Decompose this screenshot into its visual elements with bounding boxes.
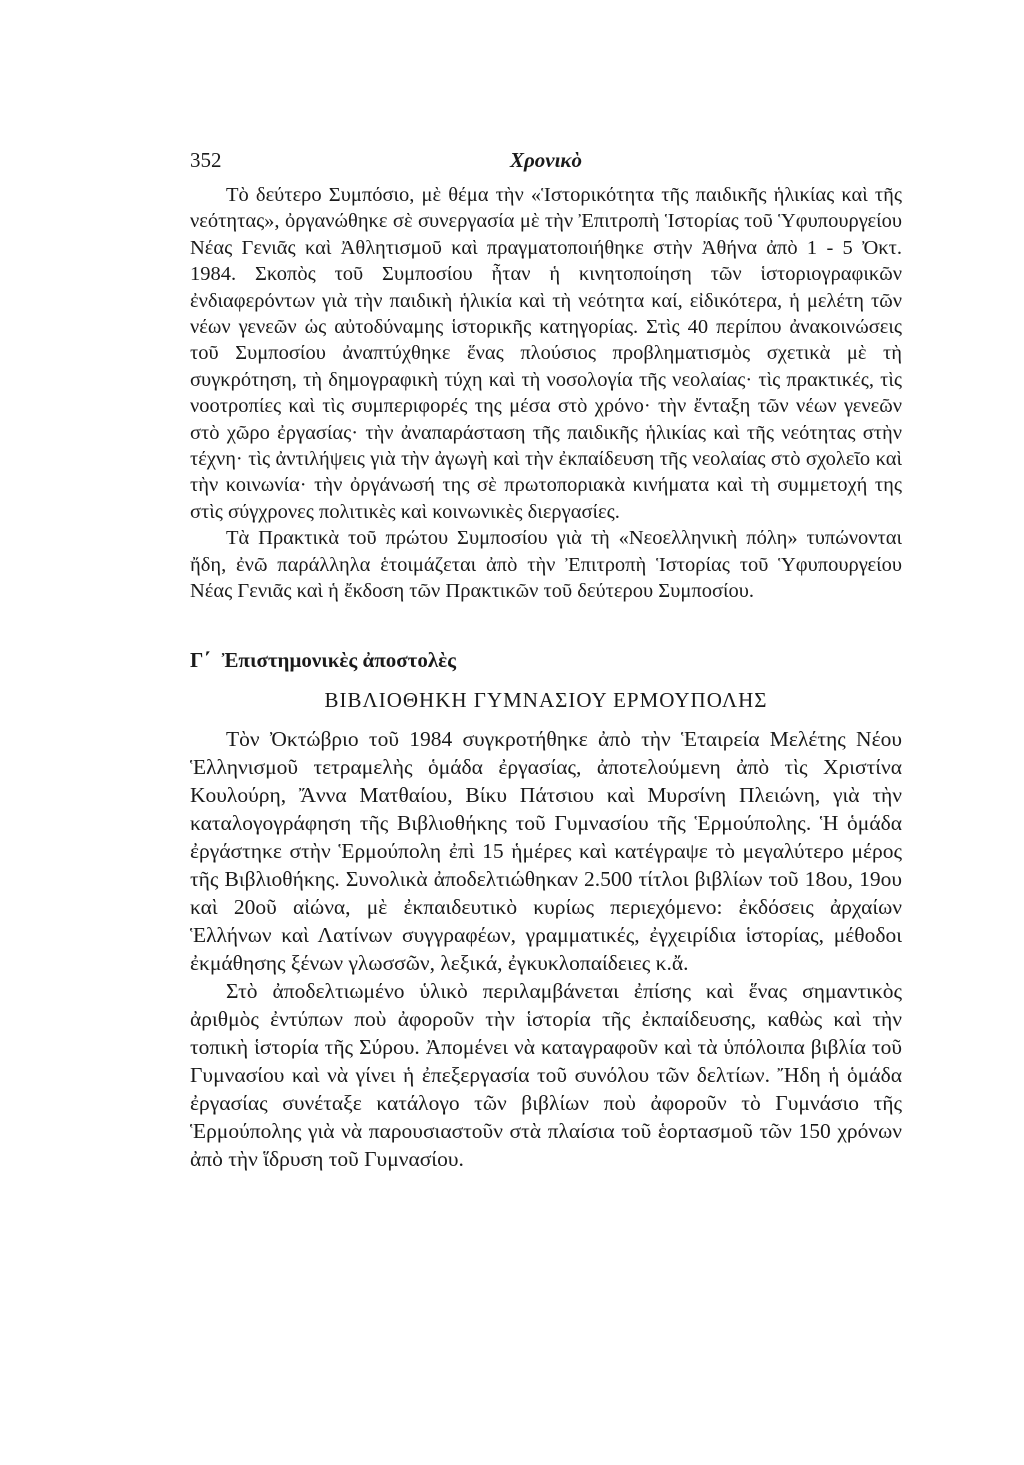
section-heading [190, 647, 902, 673]
paragraph: Στὸ ἀποδελτιωμένο ὑλικὸ περιλαμβάνεται ἐπίσης καὶ ἕνας σημαντικὸς ἀριθμὸς ἐντύπων ποὺ ἀφοροῦν τὴν ἱστορία τῆς ἐκπαίδευσης, καθὼς καὶ τὴν τοπικὴ ἱστορία τῆς Σύρου. Ἀπομένει νὰ καταγραφοῦν καὶ τὰ ὑπόλοιπα βιβλία τοῦ Γυμνασίου καὶ νὰ γίνει ἡ ἐπεξεργασία τοῦ συνόλου τῶν δελτίων. Ἤδη ἡ ὁμάδα ἐργασίας συνέταξε κατάλογο τῶν βιβλίων ποὺ ἀφοροῦν τὸ Γυμνάσιο τῆς Ἑρμούπολης γιὰ νὰ παρουσιαστοῦν στὰ πλαίσια τοῦ ἑορτασμοῦ τῶν 150 χρόνων ἀπὸ τὴν ἵδρυση τοῦ Γυμνασίου. [190, 978, 902, 1171]
section-title: Ἐπιστημονικὲς ἀποστολὲς [221, 647, 456, 672]
section-two [190, 725, 902, 1173]
document-page [190, 148, 902, 1173]
paragraph: Τὸ δεύτερο Συμπόσιο, μὲ θέμα τὴν «Ἱστορικότητα τῆς παιδικῆς ἡλικίας καὶ τῆς νεότητας», ὀργανώθηκε σὲ συνεργασία μὲ τὴν Ἐπιτροπὴ Ἱστορίας τοῦ Ὑφυπουργείου Νέας Γενιᾶς καὶ Ἀθλητισμοῦ καὶ πραγματοποιήθηκε στὴν Ἀθήνα ἀπὸ 1 - 5 Ὀκτ. 1984. Σκοπὸς τοῦ Συμποσίου ἦταν ἡ κινητοποίηση τῶν ἱστοριογραφικῶν ἐνδιαφερόντων γιὰ τὴν παιδικὴ ἡλικία καὶ τὴ νεότητα καί, εἰδικότερα, ἡ μελέτη τῶν νέων γενεῶν ὡς αὐτοδύναμης ἱστορικῆς κατηγορίας. Στὶς 40 περίπου ἀνακοινώσεις τοῦ Συμποσίου ἀναπτύχθηκε ἕνας πλούσιος προβληματισμὸς σχετικὰ μὲ τὴ συγκρότηση, τὴ δημογραφικὴ τύχη καὶ τὴ νοσολογία τῆς νεολαίας· τὶς πρακτικές, τὶς νοοτροπίες καὶ τὶς συμπεριφορές της μέσα στὸ χρόνο· τὴν ἔνταξη τῶν νέων γενεῶν στὸ χῶρο ἐργασίας· τὴν ἀναπαράσταση τῆς παιδικῆς ἡλικίας καὶ τῆς νεότητας στὴν τέχνη· τὶς ἀντιλήψεις γιὰ τὴν ἀγωγὴ καὶ τὴν ἐκπαίδευση τῆς νεολαίας στὸ σχολεῖο καὶ τὴν κοινωνία· τὴν ὀργάνωσή της σὲ πρωτοποριακὰ κινήματα καὶ τὴ συμμετοχή της στὶς σύγχρονες πολιτικὲς καὶ κοινωνικὲς διεργασίες. [190, 184, 902, 523]
page-number: 352 [190, 148, 222, 172]
running-title: Χρονικὸ [509, 148, 583, 172]
paragraph: Τὸν Ὀκτώβριο τοῦ 1984 συγκροτήθηκε ἀπὸ τὴν Ἑταιρεία Μελέτης Νέου Ἑλληνισμοῦ τετραμελὴς ὁμάδα ἐργασίας, ἀποτελούμενη ἀπὸ τὶς Χριστίνα Κουλούρη, Ἄννα Ματθαίου, Βίκυ Πάτσιου καὶ Μυρσίνη Πλειώνη, γιὰ τὴν καταλογογράφηση τῆς Βιβλιοθήκης τοῦ Γυμνασίου τῆς Ἑρμούπολης. Ἡ ὁμάδα ἐργάστηκε στὴν Ἑρμούπολη ἐπὶ 15 ἡμέρες καὶ κατέγραψε τὸ μεγαλύτερο μέρος τῆς Βιβλιοθήκης. Συνολικὰ ἀποδελτιώθηκαν 2.500 τίτλοι βιβλίων τοῦ 18ου, 19ου καὶ 20οῦ αἰώνα, μὲ ἐκπαιδευτικὸ κυρίως περιεχόμενο: ἐκδόσεις ἀρχαίων Ἑλλήνων καὶ Λατίνων συγγραφέων, γραμματικές, ἐγχειρίδια ἱστορίας, μέθοδοι ἐκμάθησης ξένων γλωσσῶν, λεξικά, ἐγκυκλοπαίδειες κ.ἄ. [190, 726, 902, 975]
section-letter: Γ΄ [190, 647, 211, 672]
section-one [190, 182, 902, 605]
running-head [190, 148, 902, 182]
subheading: ΒΙΒΛΙΟΘΗΚΗ ΓΥΜΝΑΣΙΟΥ ΕΡΜΟΥΠΟΛΗΣ [324, 687, 768, 712]
paragraph: Τὰ Πρακτικὰ τοῦ πρώτου Συμποσίου γιὰ τὴ «Νεοελληνικὴ πόλη» τυπώνονται ἤδη, ἐνῶ παράλληλα ἑτοιμάζεται ἀπὸ τὴν Ἐπιτροπὴ Ἱστορίας τοῦ Ὑφυπουργείου Νέας Γενιᾶς καὶ ἡ ἔκδοση τῶν Πρακτικῶν τοῦ δεύτερου Συμποσίου. [190, 527, 902, 603]
